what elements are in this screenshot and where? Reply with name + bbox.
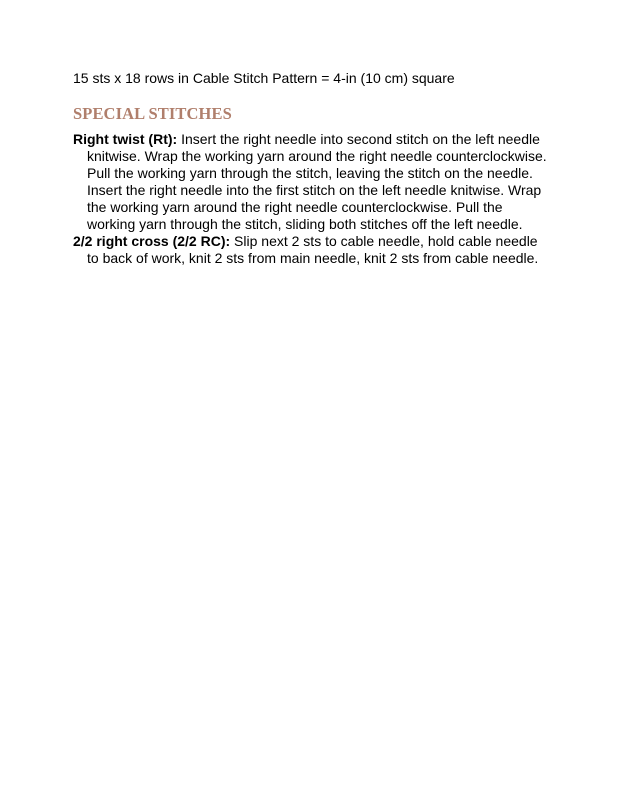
stitch-definition-list <box>73 131 551 267</box>
stitch-term: 2/2 right cross (2/2 RC): <box>73 233 231 249</box>
page-content <box>73 70 551 267</box>
stitch-description: Insert the right needle into second stitch on the left needle knitwise. Wrap the working yarn around the right needle counterclockwise. Pull the working yarn through the stitch, leaving the stitch on the needle. Insert the right needle into the first stitch on the left needle knitwise. Wrap the working yarn around the right needle counterclockwise. Pull the working yarn through the stitch, sliding both stitches off the left needle. <box>87 131 547 232</box>
special-stitches-heading: SPECIAL STITCHES <box>73 104 232 123</box>
stitch-term: Right twist (Rt): <box>73 131 178 147</box>
gauge-text: 15 sts x 18 rows in Cable Stitch Pattern = 4-in (10 cm) square <box>73 70 455 86</box>
stitch-definition-right-cross <box>73 233 551 267</box>
stitch-description: Slip next 2 sts to cable needle, hold cable needle to back of work, knit 2 sts from main needle, knit 2 sts from cable needle. <box>87 233 539 266</box>
stitch-definition-right-twist <box>73 131 551 233</box>
